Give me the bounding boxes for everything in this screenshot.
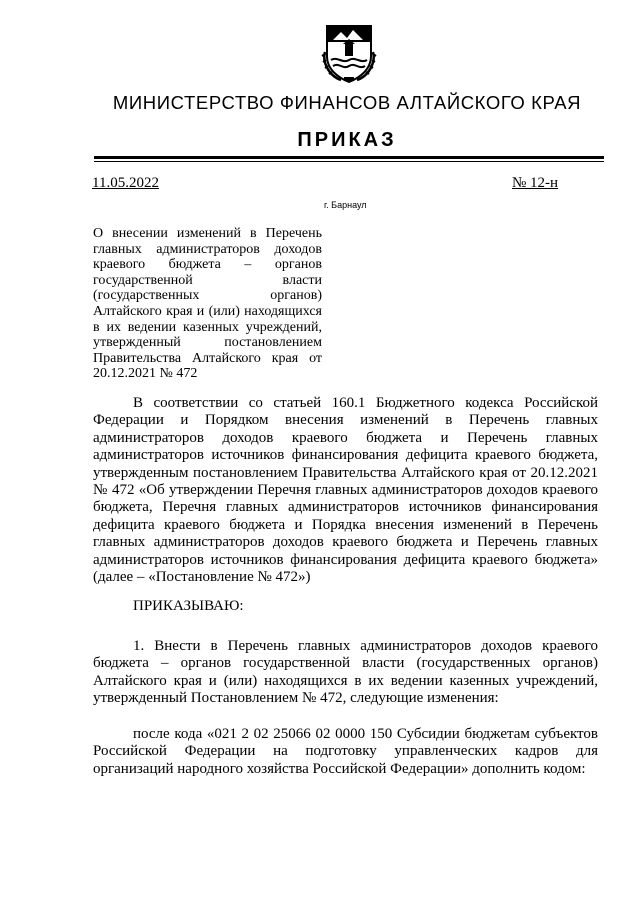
header-rule-thick bbox=[94, 156, 604, 159]
ministry-name: МИНИСТЕРСТВО ФИНАНСОВ АЛТАЙСКОГО КРАЯ bbox=[112, 92, 582, 113]
altai-krai-coat-of-arms-icon bbox=[321, 22, 377, 84]
preamble-paragraph: В соответствии со статьей 160.1 Бюджетного кодекса Российской Федерации и Порядком внесения изменений в Перечень главных администраторов доходов краевого бюджета и Перечень главных администраторов источников финансирования дефицита краевого бюджета, утвержденным постановлением Правительства Алтайского края от 20.12.2021 № 472 «Об утверждении Перечня главных администраторов доходов краевого бюджета, Перечня главных администраторов источников финансирования дефицита краевого бюджета и Порядка внесения изменений в Перечень главных администраторов доходов краевого бюджета и Перечень главных администраторов источников финансирования дефицита краевого бюджета» (далее – «Постановление № 472») bbox=[93, 395, 598, 586]
document-subject: О внесении изменений в Перечень главных администраторов доходов краевого бюджета – органов государственной власти (государственных органов) Алтайского края и (или) находящихся в их ведении казенных учреждений, утвержденный постановлением Правительства Алтайского края от 20.12.2021 № 472 bbox=[93, 226, 322, 382]
document-type-title: ПРИКАЗ bbox=[297, 129, 397, 151]
document-date: 11.05.2022 bbox=[92, 175, 159, 191]
order-word: ПРИКАЗЫВАЮ: bbox=[133, 598, 244, 614]
item-1-paragraph: 1. Внести в Перечень главных администраторов доходов краевого бюджета – органов государственной власти (государственных органов) Алтайского края и (или) находящихся в их ведении казенных учреждений, утвержденный Постановлением № 472, следующие изменения: bbox=[93, 638, 598, 707]
document-city: г. Барнаул bbox=[324, 200, 367, 210]
item-1-detail-paragraph: после кода «021 2 02 25066 02 0000 150 Субсидии бюджетам субъектов Российской Федерации на подготовку управленческих кадров для организаций народного хозяйства Российской Федерации» дополнить кодом: bbox=[93, 726, 598, 777]
emblem bbox=[321, 22, 377, 84]
header-rule-thin bbox=[94, 161, 604, 162]
document-number: № 12-н bbox=[512, 175, 559, 191]
